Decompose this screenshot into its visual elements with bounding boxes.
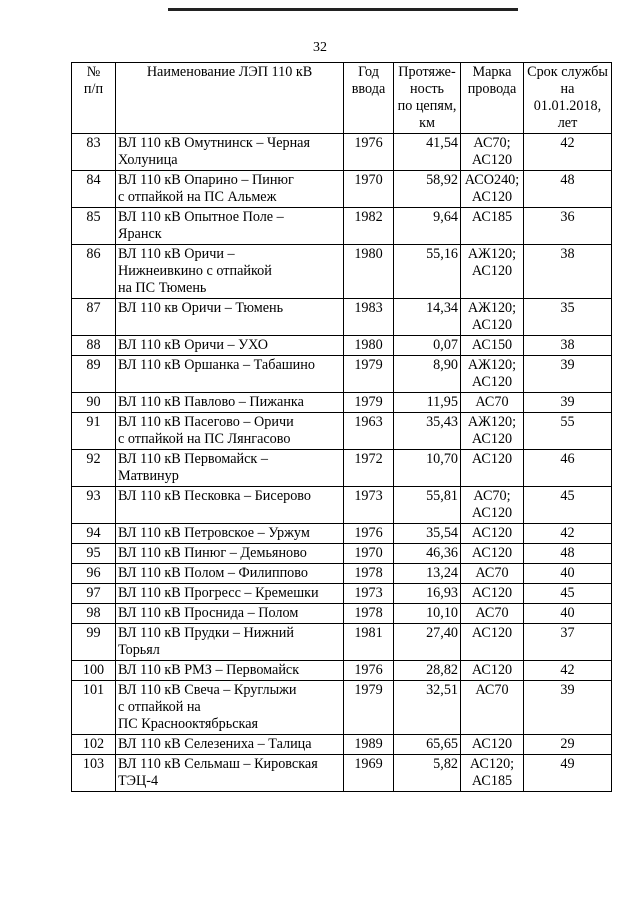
line-name-cell: ВЛ 110 кВ РМЗ – Первомайск	[116, 661, 344, 681]
line-length-cell: 58,92	[394, 171, 461, 208]
line-name-cell: ВЛ 110 кВ Опытное Поле – Яранск	[116, 208, 344, 245]
service-life-cell: 39	[524, 681, 612, 735]
service-life-cell: 39	[524, 356, 612, 393]
line-length-cell: 65,65	[394, 735, 461, 755]
commission-year-cell: 1976	[344, 134, 394, 171]
service-life-cell: 40	[524, 564, 612, 584]
commission-year-cell: 1970	[344, 171, 394, 208]
table-row	[72, 735, 612, 755]
line-length-cell: 41,54	[394, 134, 461, 171]
commission-year-cell: 1981	[344, 624, 394, 661]
wire-type-cell: АС120	[461, 450, 524, 487]
commission-year-cell: 1963	[344, 413, 394, 450]
service-life-cell: 38	[524, 245, 612, 299]
row-number-cell: 95	[72, 544, 116, 564]
commission-year-cell: 1979	[344, 681, 394, 735]
row-number-cell: 99	[72, 624, 116, 661]
line-length-cell: 0,07	[394, 336, 461, 356]
row-number-cell: 87	[72, 299, 116, 336]
line-name-cell: ВЛ 110 кВ Полом – Филиппово	[116, 564, 344, 584]
table-header-row	[72, 63, 612, 134]
line-name-cell: ВЛ 110 кВ Проснида – Полом	[116, 604, 344, 624]
line-length-cell: 55,16	[394, 245, 461, 299]
line-name-cell: ВЛ 110 кВ Песковка – Бисерово	[116, 487, 344, 524]
header-line-name: Наименование ЛЭП 110 кВ	[116, 63, 344, 134]
line-length-cell: 32,51	[394, 681, 461, 735]
line-length-cell: 27,40	[394, 624, 461, 661]
line-name-cell: ВЛ 110 кВ Оричи – Нижнеивкино с отпайкой на ПС Тюмень	[116, 245, 344, 299]
wire-type-cell: АС120	[461, 524, 524, 544]
service-life-cell: 42	[524, 661, 612, 681]
line-name-cell: ВЛ 110 кВ Свеча – Круглыжи с отпайкой на ПС Краснооктябрьская	[116, 681, 344, 735]
row-number-cell: 92	[72, 450, 116, 487]
line-name-cell: ВЛ 110 кв Оричи – Тюмень	[116, 299, 344, 336]
wire-type-cell: АС70	[461, 681, 524, 735]
table-row	[72, 755, 612, 792]
commission-year-cell: 1979	[344, 393, 394, 413]
page-number: 32	[313, 40, 327, 55]
line-length-cell: 11,95	[394, 393, 461, 413]
table-row	[72, 661, 612, 681]
header-service-life: Срок службы на 01.01.2018, лет	[524, 63, 612, 134]
line-length-cell: 8,90	[394, 356, 461, 393]
header-wire-type: Марка провода	[461, 63, 524, 134]
row-number-cell: 93	[72, 487, 116, 524]
wire-type-cell: АС70; АС120	[461, 487, 524, 524]
line-name-cell: ВЛ 110 кВ Оршанка – Табашино	[116, 356, 344, 393]
table-row	[72, 393, 612, 413]
commission-year-cell: 1980	[344, 336, 394, 356]
table-row	[72, 450, 612, 487]
line-length-cell: 14,34	[394, 299, 461, 336]
row-number-cell: 85	[72, 208, 116, 245]
service-life-cell: 48	[524, 171, 612, 208]
row-number-cell: 94	[72, 524, 116, 544]
table-row	[72, 336, 612, 356]
line-name-cell: ВЛ 110 кВ Пасегово – Оричи с отпайкой на ПС Лянгасово	[116, 413, 344, 450]
wire-type-cell: АС185	[461, 208, 524, 245]
line-length-cell: 10,10	[394, 604, 461, 624]
table-row	[72, 171, 612, 208]
wire-type-cell: АЖ120; АС120	[461, 299, 524, 336]
header-commission-year: Год ввода	[344, 63, 394, 134]
table-row	[72, 299, 612, 336]
service-life-cell: 40	[524, 604, 612, 624]
row-number-cell: 97	[72, 584, 116, 604]
line-length-cell: 46,36	[394, 544, 461, 564]
row-number-cell: 88	[72, 336, 116, 356]
table-row	[72, 134, 612, 171]
service-life-cell: 45	[524, 487, 612, 524]
table-row	[72, 681, 612, 735]
commission-year-cell: 1973	[344, 487, 394, 524]
row-number-cell: 90	[72, 393, 116, 413]
line-length-cell: 10,70	[394, 450, 461, 487]
wire-type-cell: АС150	[461, 336, 524, 356]
service-life-cell: 35	[524, 299, 612, 336]
service-life-cell: 42	[524, 524, 612, 544]
line-length-cell: 28,82	[394, 661, 461, 681]
wire-type-cell: АЖ120; АС120	[461, 245, 524, 299]
commission-year-cell: 1976	[344, 661, 394, 681]
line-length-cell: 13,24	[394, 564, 461, 584]
row-number-cell: 101	[72, 681, 116, 735]
row-number-cell: 96	[72, 564, 116, 584]
service-life-cell: 39	[524, 393, 612, 413]
line-name-cell: ВЛ 110 кВ Прудки – Нижний Торьял	[116, 624, 344, 661]
line-name-cell: ВЛ 110 кВ Павлово – Пижанка	[116, 393, 344, 413]
line-length-cell: 35,54	[394, 524, 461, 544]
commission-year-cell: 1970	[344, 544, 394, 564]
table-row	[72, 604, 612, 624]
row-number-cell: 91	[72, 413, 116, 450]
line-length-cell: 35,43	[394, 413, 461, 450]
wire-type-cell: АСО240; АС120	[461, 171, 524, 208]
line-name-cell: ВЛ 110 кВ Сельмаш – Кировская ТЭЦ-4	[116, 755, 344, 792]
table-row	[72, 564, 612, 584]
wire-type-cell: АС120	[461, 735, 524, 755]
line-name-cell: ВЛ 110 кВ Опарино – Пинюг с отпайкой на ПС Альмеж	[116, 171, 344, 208]
scan-top-edge	[168, 8, 518, 11]
service-life-cell: 38	[524, 336, 612, 356]
line-length-cell: 16,93	[394, 584, 461, 604]
table-body	[72, 134, 612, 792]
wire-type-cell: АС120	[461, 584, 524, 604]
header-length: Протяже- ность по цепям, км	[394, 63, 461, 134]
line-name-cell: ВЛ 110 кВ Оричи – УХО	[116, 336, 344, 356]
commission-year-cell: 1978	[344, 604, 394, 624]
table-row	[72, 584, 612, 604]
wire-type-cell: АС120; АС185	[461, 755, 524, 792]
wire-type-cell: АС70	[461, 604, 524, 624]
service-life-cell: 42	[524, 134, 612, 171]
service-life-cell: 45	[524, 584, 612, 604]
commission-year-cell: 1969	[344, 755, 394, 792]
line-length-cell: 9,64	[394, 208, 461, 245]
service-life-cell: 55	[524, 413, 612, 450]
wire-type-cell: АС120	[461, 544, 524, 564]
wire-type-cell: АС70	[461, 393, 524, 413]
line-name-cell: ВЛ 110 кВ Омутнинск – Черная Холуница	[116, 134, 344, 171]
commission-year-cell: 1983	[344, 299, 394, 336]
wire-type-cell: АЖ120; АС120	[461, 413, 524, 450]
power-lines-table	[71, 62, 612, 792]
table-row	[72, 356, 612, 393]
line-name-cell: ВЛ 110 кВ Петровское – Уржум	[116, 524, 344, 544]
row-number-cell: 100	[72, 661, 116, 681]
commission-year-cell: 1976	[344, 524, 394, 544]
service-life-cell: 36	[524, 208, 612, 245]
table-row	[72, 413, 612, 450]
line-length-cell: 55,81	[394, 487, 461, 524]
line-name-cell: ВЛ 110 кВ Прогресс – Кремешки	[116, 584, 344, 604]
service-life-cell: 29	[524, 735, 612, 755]
commission-year-cell: 1980	[344, 245, 394, 299]
table-row	[72, 544, 612, 564]
table-row	[72, 245, 612, 299]
commission-year-cell: 1973	[344, 584, 394, 604]
row-number-cell: 89	[72, 356, 116, 393]
commission-year-cell: 1978	[344, 564, 394, 584]
table-row	[72, 208, 612, 245]
service-life-cell: 48	[524, 544, 612, 564]
row-number-cell: 84	[72, 171, 116, 208]
wire-type-cell: АС120	[461, 624, 524, 661]
wire-type-cell: АС120	[461, 661, 524, 681]
line-name-cell: ВЛ 110 кВ Селезениха – Талица	[116, 735, 344, 755]
wire-type-cell: АС70; АС120	[461, 134, 524, 171]
service-life-cell: 46	[524, 450, 612, 487]
commission-year-cell: 1989	[344, 735, 394, 755]
service-life-cell: 49	[524, 755, 612, 792]
header-number: № п/п	[72, 63, 116, 134]
row-number-cell: 103	[72, 755, 116, 792]
row-number-cell: 102	[72, 735, 116, 755]
line-name-cell: ВЛ 110 кВ Пинюг – Демьяново	[116, 544, 344, 564]
row-number-cell: 86	[72, 245, 116, 299]
table-row	[72, 524, 612, 544]
table-row	[72, 624, 612, 661]
row-number-cell: 98	[72, 604, 116, 624]
line-length-cell: 5,82	[394, 755, 461, 792]
table-row	[72, 487, 612, 524]
wire-type-cell: АС70	[461, 564, 524, 584]
commission-year-cell: 1979	[344, 356, 394, 393]
wire-type-cell: АЖ120; АС120	[461, 356, 524, 393]
row-number-cell: 83	[72, 134, 116, 171]
commission-year-cell: 1982	[344, 208, 394, 245]
service-life-cell: 37	[524, 624, 612, 661]
line-name-cell: ВЛ 110 кВ Первомайск – Матвинур	[116, 450, 344, 487]
commission-year-cell: 1972	[344, 450, 394, 487]
